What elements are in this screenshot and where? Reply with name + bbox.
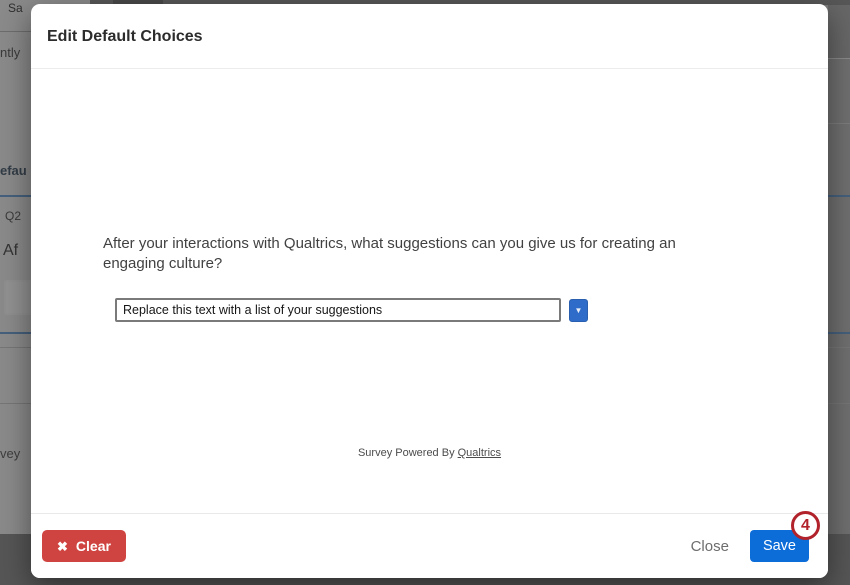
survey-preview [31,69,828,513]
background-divider-right-1 [828,58,850,59]
save-button[interactable]: Save [750,530,809,562]
background-divider-left [0,31,31,32]
background-text-fragment: vey [0,446,21,461]
footer-actions [691,530,809,562]
dimmed-background-right [828,0,850,534]
step-annotation-number: 4 [801,516,810,534]
default-choice-input[interactable] [115,298,561,322]
close-button[interactable]: Close [690,537,729,555]
powered-by-text [31,447,828,459]
dialog-header [31,4,828,69]
step-annotation-badge [791,511,820,540]
edit-default-choices-dialog [31,4,828,578]
clear-button[interactable] [42,530,126,562]
background-text-fragment: Sa [8,1,23,15]
dimmed-background-right-header [828,0,850,58]
background-text-fragment: efau [0,163,27,178]
x-icon: ✖ [57,538,68,554]
dialog-footer [31,513,828,578]
background-text-fragment: Af [3,242,19,259]
qualtrics-link[interactable]: Qualtrics [457,447,502,459]
default-choice-dropdown-button[interactable] [569,299,588,322]
background-question-number: Q2 [5,209,22,223]
chevron-down-icon: ▼ [574,305,583,315]
clear-button-label: Clear [75,538,111,554]
background-divider-right-2 [828,123,850,124]
dialog-title: Edit Default Choices [47,28,203,45]
powered-by-prefix: Survey Powered By [357,447,458,459]
question-text: After your interactions with Qualtrics, what suggestions can you give us for creating an engaging culture? [103,235,676,272]
background-text-fragment: ntly [0,45,21,60]
